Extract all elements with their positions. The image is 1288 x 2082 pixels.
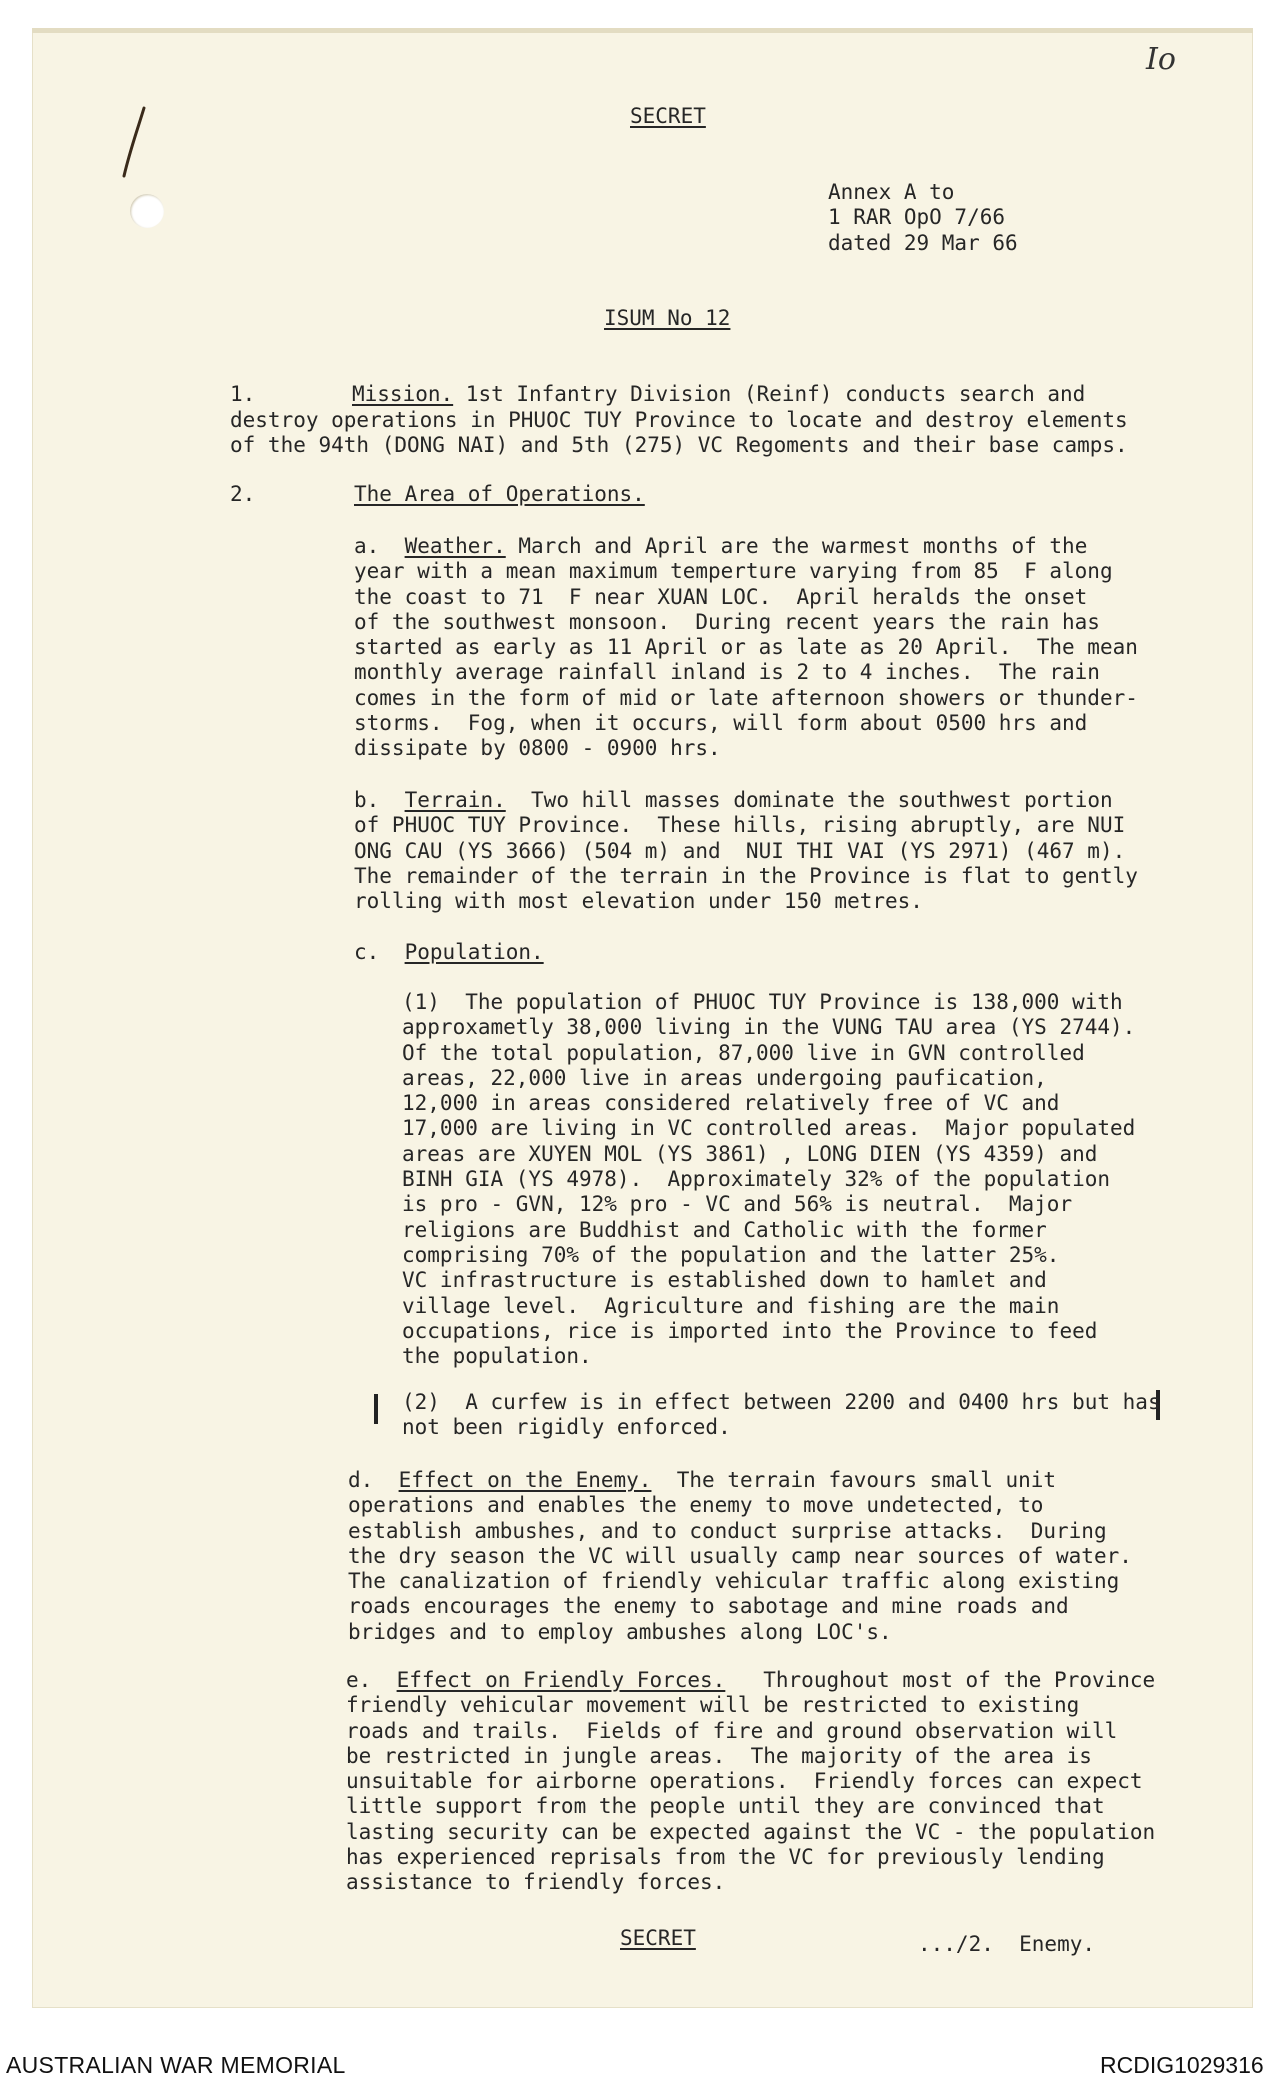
population-line: BINH GIA (YS 4978). Approximately 32% of the population — [402, 1167, 1111, 1192]
population-line: the population. — [402, 1344, 592, 1369]
effect-friendly-line: roads and trails. Fields of fire and ground observation will — [346, 1718, 1118, 1743]
annex-line: 1 RAR OpO 7/66 — [828, 205, 1006, 230]
classification-bottom: SECRET — [620, 1926, 696, 1950]
terrain-line: ONG CAU (YS 3666) (504 m) and NUI THI VAI (YS 2971) (467 m). — [354, 838, 1126, 863]
effect-friendly-label: e. — [346, 1668, 372, 1692]
population-line: is pro - GVN, 12% pro - VC and 56% is neutral. Major — [402, 1192, 1073, 1217]
handwritten-reference: Io — [1146, 42, 1176, 77]
effect-friendly-line: friendly vehicular movement will be restricted to existing — [346, 1693, 1080, 1718]
annex-reference — [828, 180, 1018, 256]
population-line: areas are XUYEN MOL (YS 3861) , LONG DIEN (YS 4359) and — [402, 1141, 1098, 1166]
terrain-label: b. — [354, 788, 380, 812]
effect-friendly-section — [346, 1668, 1155, 1896]
archive-credit: AUSTRALIAN WAR MEMORIAL — [6, 2052, 346, 2078]
effect-friendly-heading: Effect on Friendly Forces. — [396, 1668, 726, 1692]
punch-hole — [130, 194, 164, 228]
para1-first-line — [352, 382, 1085, 407]
population-curfew-line: not been rigidly enforced. — [402, 1415, 731, 1440]
population-line: village level. Agriculture and fishing are the main — [402, 1293, 1060, 1318]
population-curfew-line: (2) A curfew is in effect between 2200 and 0400 hrs but has — [402, 1390, 1161, 1414]
para2-heading: The Area of Operations. — [354, 482, 645, 506]
continuation-note: .../2. Enemy. — [918, 1932, 1096, 1956]
classification-top: SECRET — [630, 104, 706, 128]
annex-line: Annex A to — [828, 180, 955, 204]
effect-friendly-text: Throughout most of the Province — [725, 1668, 1156, 1692]
para1-body — [230, 408, 1128, 459]
effect-friendly-line: unsuitable for airborne operations. Friendly forces can expect — [346, 1769, 1143, 1794]
weather-line: monthly average rainfall inland is 2 to 4 inches. The rain — [354, 660, 1100, 685]
population-sub1 — [402, 990, 1135, 1369]
effect-friendly-line: be restricted in jungle areas. The majority of the area is — [346, 1743, 1092, 1768]
weather-line: of the southwest monsoon. During recent years the rain has — [354, 609, 1100, 634]
weather-line: dissipate by 0800 - 0900 hrs. — [354, 736, 721, 761]
effect-enemy-section — [348, 1468, 1132, 1645]
terrain-heading: Terrain. — [404, 788, 506, 812]
effect-enemy-line: The canalization of friendly vehicular traffic along existing — [348, 1569, 1120, 1594]
weather-heading: Weather. — [404, 534, 506, 558]
population-line: religions are Buddhist and Catholic with the former — [402, 1217, 1047, 1242]
weather-text: March and April are the warmest months of the — [505, 534, 1088, 558]
annex-line: dated 29 Mar 66 — [828, 230, 1018, 255]
weather-line: comes in the form of mid or late afternoon showers or thunder- — [354, 685, 1138, 710]
para1-text: 1st Infantry Division (Reinf) conducts search and — [453, 382, 1086, 406]
population-line: Of the total population, 87,000 live in GVN controlled — [402, 1040, 1085, 1065]
weather-line: year with a mean maximum temperture varying from 85 F along — [354, 559, 1113, 584]
archive-id: RCDIG1029316 — [1100, 2052, 1264, 2078]
weather-section — [354, 534, 1138, 762]
effect-friendly-line: assistance to friendly forces. — [346, 1870, 726, 1895]
population-line: approxametly 38,000 living in the VUNG TAU area (YS 2744). — [402, 1015, 1136, 1040]
effect-enemy-line: operations and enables the enemy to move undetected, to — [348, 1493, 1044, 1518]
para1-number: 1. — [230, 382, 256, 406]
effect-enemy-text: The terrain favours small unit — [651, 1468, 1057, 1492]
weather-label: a. — [354, 534, 380, 558]
margin-bar-left — [374, 1394, 378, 1424]
effect-enemy-line: establish ambushes, and to conduct surprise attacks. During — [348, 1518, 1107, 1543]
document-title: ISUM No 12 — [604, 306, 731, 330]
effect-enemy-line: bridges and to employ ambushes along LOC's. — [348, 1619, 892, 1644]
weather-line: storms. Fog, when it occurs, will form about 0500 hrs and — [354, 711, 1088, 736]
pen-stroke-mark — [120, 106, 148, 178]
terrain-text: Two hill masses dominate the southwest portion — [505, 788, 1113, 812]
terrain-line: rolling with most elevation under 150 metres. — [354, 889, 923, 914]
population-line: 17,000 are living in VC controlled areas. Major populated — [402, 1116, 1136, 1141]
effect-enemy-line: roads encourages the enemy to sabotage and mine roads and — [348, 1594, 1069, 1619]
effect-enemy-heading: Effect on the Enemy. — [398, 1468, 652, 1492]
population-line: occupations, rice is imported into the Province to feed — [402, 1318, 1098, 1343]
population-heading-line — [354, 940, 544, 965]
effect-friendly-line: lasting security can be expected against the VC - the population — [346, 1819, 1156, 1844]
effect-enemy-label: d. — [348, 1468, 374, 1492]
effect-friendly-line: has experienced reprisals from the VC for previously lending — [346, 1845, 1105, 1870]
weather-line: started as early as 11 April or as late as 20 April. The mean — [354, 635, 1138, 660]
population-line: VC infrastructure is established down to hamlet and — [402, 1268, 1047, 1293]
effect-enemy-line: the dry season the VC will usually camp near sources of water. — [348, 1543, 1132, 1568]
terrain-section — [354, 788, 1138, 914]
population-heading: Population. — [404, 940, 544, 964]
para1-line: of the 94th (DONG NAI) and 5th (275) VC Regoments and their base camps. — [230, 433, 1128, 458]
population-sub2 — [402, 1390, 1161, 1441]
terrain-line: of PHUOC TUY Province. These hills, rising abruptly, are NUI — [354, 813, 1126, 838]
para2-number: 2. — [230, 482, 256, 506]
para1-heading: Mission. — [352, 382, 454, 406]
population-line: (1) The population of PHUOC TUY Province is 138,000 with — [402, 990, 1123, 1014]
population-line: areas, 22,000 live in areas undergoing paufication, — [402, 1065, 1047, 1090]
terrain-line: The remainder of the terrain in the Province is flat to gently — [354, 863, 1138, 888]
para1-line: destroy operations in PHUOC TUY Province to locate and destroy elements — [230, 408, 1128, 432]
effect-friendly-line: little support from the people until they are convinced that — [346, 1794, 1105, 1819]
population-line: comprising 70% of the population and the latter 25%. — [402, 1242, 1060, 1267]
population-label: c. — [354, 940, 380, 964]
weather-line: the coast to 71 F near XUAN LOC. April heralds the onset — [354, 584, 1088, 609]
population-line: 12,000 in areas considered relatively free of VC and — [402, 1091, 1060, 1116]
